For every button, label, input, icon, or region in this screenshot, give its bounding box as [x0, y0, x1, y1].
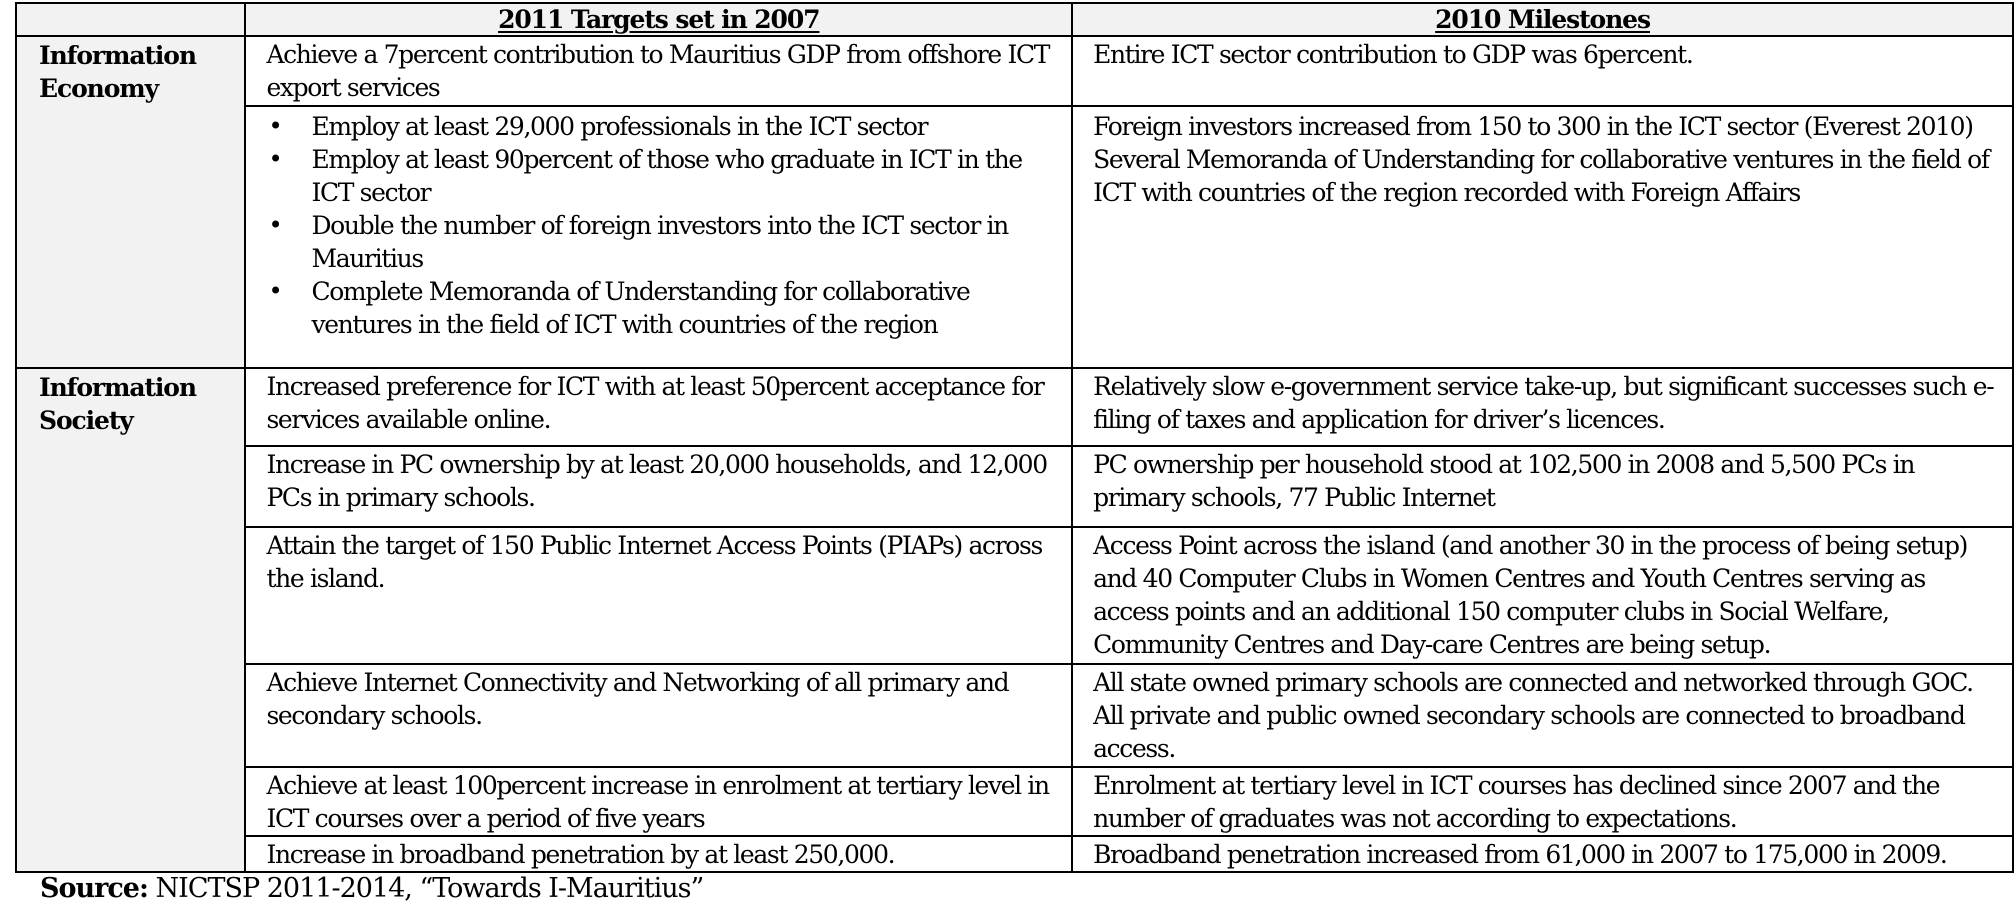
table-row — [16, 36, 2013, 106]
header-empty — [16, 3, 245, 36]
table-row — [16, 836, 2013, 872]
milestone-cell — [1072, 106, 2013, 368]
source-note — [40, 874, 703, 904]
category-information-economy: Information Economy — [16, 36, 245, 368]
milestone-cell: Relatively slow e-government service take-up, but significant successes such e-filing of taxes and application for driver’s licences. — [1072, 368, 2013, 446]
milestone-cell: Enrolment at tertiary level in ICT courses has declined since 2007 and the number of graduates was not according to expectations. — [1072, 767, 2013, 836]
header-milestones: 2010 Milestones — [1072, 3, 2013, 36]
header-row — [16, 3, 2013, 36]
table-row — [16, 767, 2013, 836]
target-cell: Achieve Internet Connectivity and Networking of all primary and secondary schools. — [245, 664, 1072, 767]
ict-targets-table — [15, 2, 2014, 873]
target-cell: Attain the target of 150 Public Internet Access Points (PIAPs) across the island. — [245, 527, 1072, 664]
category-information-society: Information Society — [16, 368, 245, 872]
milestone-cell: Broadband penetration increased from 61,000 in 2007 to 175,000 in 2009. — [1072, 836, 2013, 872]
table-row — [16, 368, 2013, 446]
milestone-line: Several Memoranda of Understanding for collaborative ventures in the field of ICT with countries of the region recorded with Foreign Affairs — [1093, 145, 1989, 207]
target-cell: Increase in broadband penetration by at least 250,000. — [245, 836, 1072, 872]
milestone-cell: All state owned primary schools are connected and networked through GOC. All private and public owned secondary schools are connected to broadband access. — [1072, 664, 2013, 767]
bullet-item: • Complete Memoranda of Understanding for collaborative ventures in the field of ICT with countries of the region — [311, 275, 1061, 341]
source-label: Source: — [40, 873, 148, 904]
target-cell — [245, 106, 1072, 368]
bullet-item: • Employ at least 29,000 professionals in the ICT sector — [311, 110, 1061, 143]
target-cell: Increased preference for ICT with at least 50percent acceptance for services available online. — [245, 368, 1072, 446]
table-row — [16, 106, 2013, 368]
bullet-item: • Double the number of foreign investors into the ICT sector in Mauritius — [311, 209, 1061, 275]
target-cell: Increase in PC ownership by at least 20,000 households, and 12,000 PCs in primary schools. — [245, 446, 1072, 527]
table-row — [16, 527, 2013, 664]
milestone-cell: PC ownership per household stood at 102,500 in 2008 and 5,500 PCs in primary schools, 77 Public Internet — [1072, 446, 2013, 527]
target-cell: Achieve a 7percent contribution to Mauritius GDP from offshore ICT export services — [245, 36, 1072, 106]
target-cell: Achieve at least 100percent increase in enrolment at tertiary level in ICT courses over a period of five years — [245, 767, 1072, 836]
table-row — [16, 446, 2013, 527]
target-bullet-list — [266, 110, 1061, 341]
milestone-cell: Access Point across the island (and another 30 in the process of being setup) and 40 Computer Clubs in Women Centres and Youth Centres serving as access points and an additional 150 computer clubs in Social Welfare, Community Centres and Day-care Centres are being setup. — [1072, 527, 2013, 664]
milestone-line: Foreign investors increased from 150 to 300 in the ICT sector (Everest 2010) — [1093, 112, 1973, 141]
milestone-cell: Entire ICT sector contribution to GDP was 6percent. — [1072, 36, 2013, 106]
header-targets: 2011 Targets set in 2007 — [245, 3, 1072, 36]
bullet-item: • Employ at least 90percent of those who graduate in ICT in the ICT sector — [311, 143, 1061, 209]
source-text: NICTSP 2011-2014, “Towards I-Mauritius” — [147, 873, 704, 904]
table-row — [16, 664, 2013, 767]
